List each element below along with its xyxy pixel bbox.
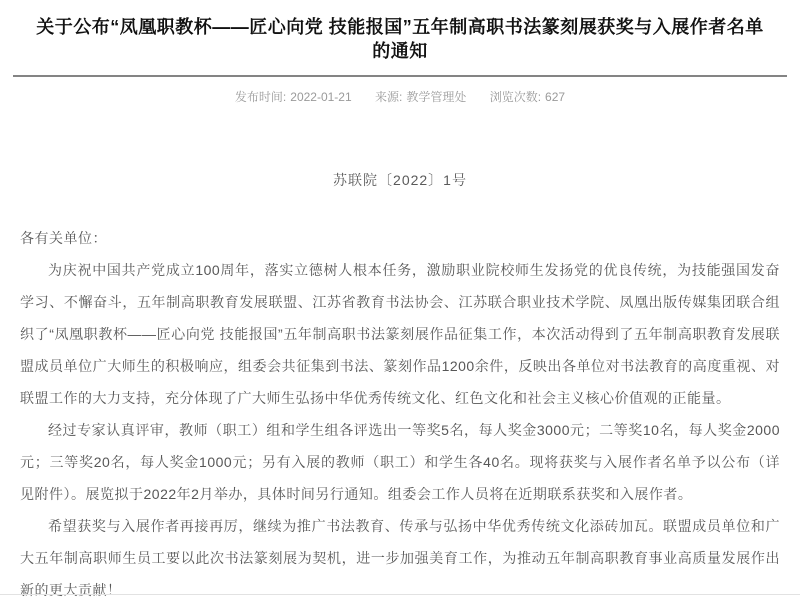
body-paragraph: 希望获奖与入展作者再接再厉，继续为推广书法教育、传承与弘扬中华优秀传统文化添砖加瓦。联盟成员单位和广大五年制高职师生员工要以此次书法篆刻展为契机，进一步加强美育工作，为推动五年制高职教育事业高质量发展作出新的更大贡献！ [20, 518, 780, 598]
source [375, 90, 466, 104]
view-count [490, 90, 565, 104]
salutation: 各有关单位： [20, 230, 107, 246]
document-number: 苏联院〔2022〕1号 [333, 172, 467, 188]
body-paragraph: 经过专家认真评审，教师（职工）组和学生组各评选出一等奖5名，每人奖金3000元；二等奖10名，每人奖金2000元；三等奖20名，每人奖金1000元；另有入展的教师（职工）和学生各40名。现将获奖与入展作者名单予以公布（详见附件）。展览拟于2022年2月举办，具体时间另行通知。组委会工作人员将在近期联系获奖和入展作者。 [20, 422, 780, 502]
view-count-label: 浏览次数: [489, 90, 542, 104]
page-title: 关于公布“凤凰职教杯——匠心向党 技能报国”五年制高职书法篆刻展获奖与入展作者名单的通知 [36, 17, 764, 61]
publish-time-value: 2022-01-21 [290, 90, 352, 104]
meta-bar [0, 90, 800, 104]
body-paragraph: 为庆祝中国共产党成立100周年，落实立德树人根本任务，激励职业院校师生发扬党的优良传统，为技能强国发奋学习、不懈奋斗，五年制高职教育发展联盟、江苏省教育书法协会、江苏联合职业技术学院、凤凰出版传媒集团联合组织了“凤凰职教杯——匠心向党 技能报国”五年制高职书法篆刻展作品征集工作，本次活动得到了五年制高职教育发展联盟成员单位广大师生的积极响应，组委会共征集到书法、篆刻作品1200余件，反映出各单位对书法教育的高度重视、对联盟工作的大力支持，充分体现了广大师生弘扬中华优秀传统文化、红色文化和社会主义核心价值观的正能量。 [20, 262, 780, 406]
publish-time-label: 发布时间: [234, 90, 287, 104]
bottom-divider [0, 594, 800, 595]
notice-body [20, 222, 780, 600]
source-label: 来源: [375, 90, 403, 104]
view-count-value: 627 [545, 90, 566, 104]
title-divider [13, 75, 787, 77]
publish-time [235, 90, 352, 104]
source-value: 教学管理处 [406, 90, 467, 104]
